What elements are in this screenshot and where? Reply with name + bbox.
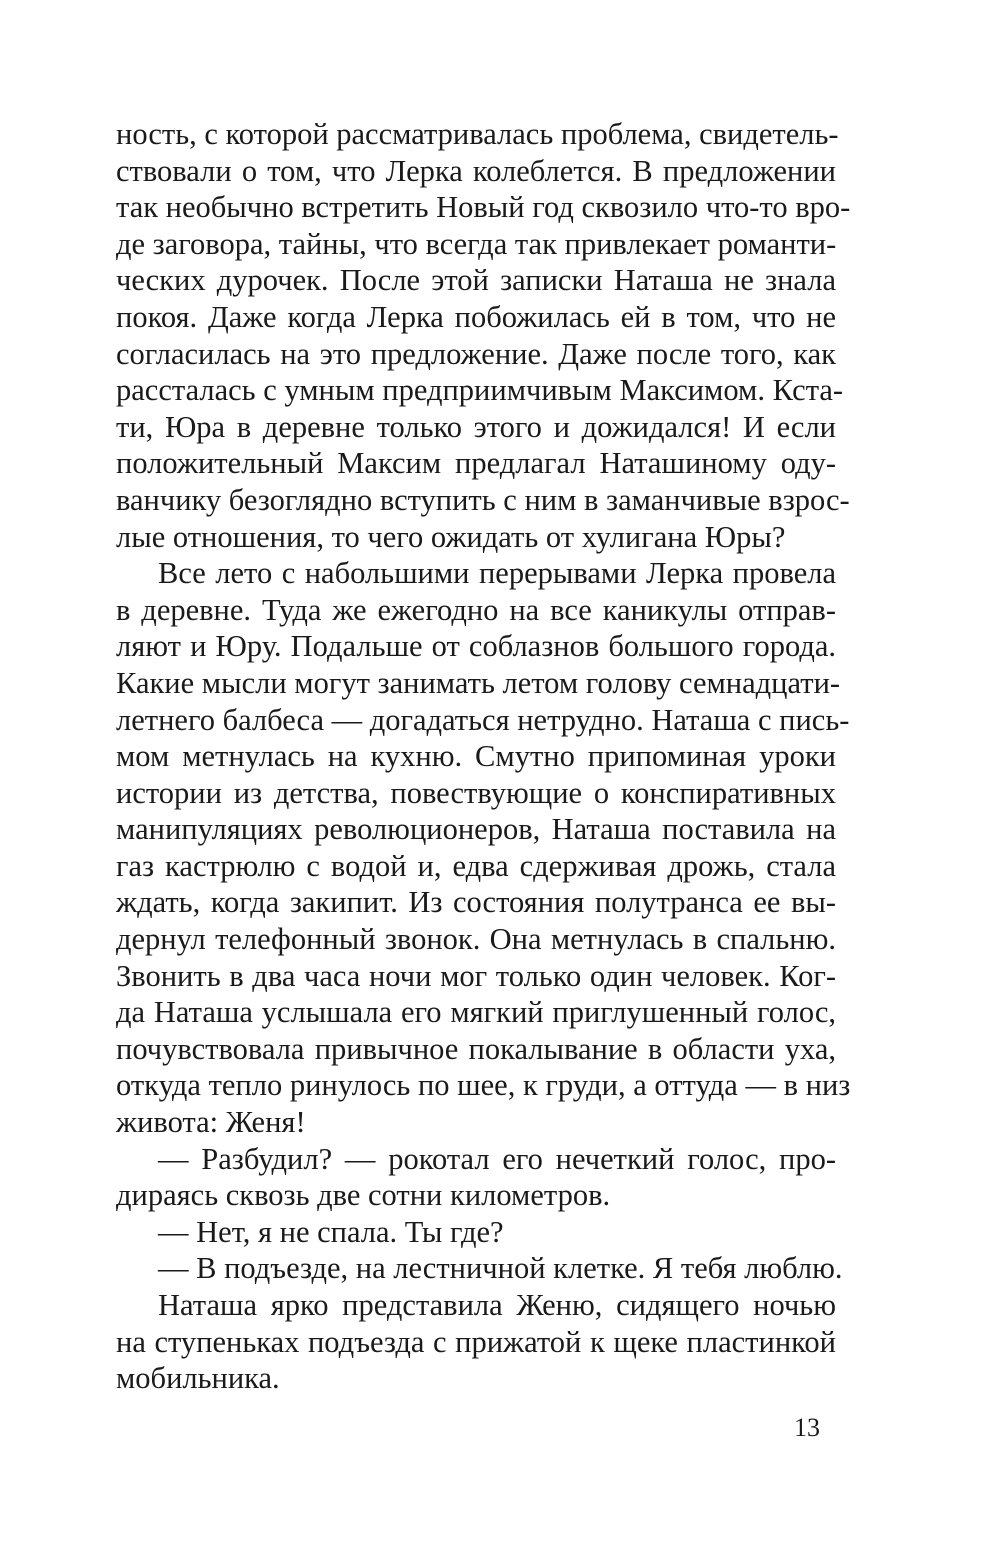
text-line: Какие мысли могут занимать летом голову семнадцати- bbox=[116, 665, 841, 700]
text-line: положительный Максим предлагал Наташиному оду- bbox=[116, 446, 836, 481]
text-line: Все лето с набольшими перерывами Лерка провела bbox=[158, 556, 836, 591]
text-line: ждать, когда закипит. Из состояния полутранса ее вы- bbox=[116, 885, 836, 920]
text-line: мобильника. bbox=[116, 1361, 280, 1396]
text-line: ствовали о том, что Лерка колеблется. В предложении bbox=[116, 153, 836, 188]
text-line: согласилась на это предложение. Даже после того, как bbox=[116, 336, 836, 371]
page-number: 13 bbox=[794, 1413, 820, 1442]
text-line: рассталась с умным предприимчивым Максимом. Кста- bbox=[116, 373, 844, 408]
text-line: летнего балбеса — догадаться нетрудно. Наташа с пись- bbox=[116, 702, 850, 737]
dialogue-line: — Нет, я не спала. Ты где? bbox=[158, 1214, 504, 1249]
text-line: лые отношения, то чего ожидать от хулигана Юры? bbox=[116, 519, 786, 554]
dialogue-line: — Разбудил? — рокотал его нечеткий голос, про- bbox=[158, 1141, 836, 1176]
dialogue-line: — В подъезде, на лестничной клетке. Я тебя люблю. bbox=[158, 1251, 843, 1286]
text-line: дираясь сквозь две сотни километров. bbox=[116, 1178, 611, 1213]
text-line: мом метнулась на кухню. Смутно припоминая уроки bbox=[116, 739, 836, 774]
text-line: ти, Юра в деревне только этого и дожидался! И если bbox=[116, 409, 836, 444]
text-line: да Наташа услышала его мягкий приглушенный голос, bbox=[116, 995, 836, 1030]
body-text bbox=[116, 116, 851, 1397]
text-line: живота: Женя! bbox=[116, 1105, 306, 1140]
text-line: ляют и Юру. Подальше от соблазнов большого города. bbox=[116, 629, 836, 664]
text-line: истории из детства, повествующие о конспиративных bbox=[116, 775, 836, 810]
text-line: газ кастрюлю с водой и, едва сдерживая дрожь, стала bbox=[116, 848, 836, 883]
text-line: на ступеньках подъезда с прижатой к щеке пластинкой bbox=[116, 1324, 836, 1359]
text-line: Звонить в два часа ночи мог только один человек. Ког- bbox=[116, 958, 836, 993]
text-line: ванчику безоглядно вступить с ним в заманчивые взрос- bbox=[116, 482, 850, 517]
text-line: так необычно встретить Новый год сквозило что-то вро- bbox=[116, 190, 851, 225]
text-line: Наташа ярко представила Женю, сидящего ночью bbox=[158, 1288, 836, 1322]
text-line: в деревне. Туда же ежегодно на все каникулы отправ- bbox=[116, 592, 836, 627]
text-line: покоя. Даже когда Лерка побожилась ей в том, что не bbox=[116, 299, 836, 334]
text-line: почувствовала привычное покалывание в области уха, bbox=[116, 1031, 836, 1066]
text-line: дернул телефонный звонок. Она метнулась в спальню. bbox=[116, 922, 836, 957]
text-line: откуда тепло ринулось по шее, к груди, а оттуда — в низ bbox=[116, 1068, 851, 1103]
text-line: манипуляциях революционеров, Наташа поставила на bbox=[116, 812, 836, 847]
text-line: де заговора, тайны, что всегда так привлекает романти- bbox=[116, 226, 837, 261]
text-line: ческих дурочек. После этой записки Наташа не знала bbox=[116, 263, 836, 298]
text-line: ность, с которой рассматривалась проблема, свидетель- bbox=[116, 117, 839, 151]
